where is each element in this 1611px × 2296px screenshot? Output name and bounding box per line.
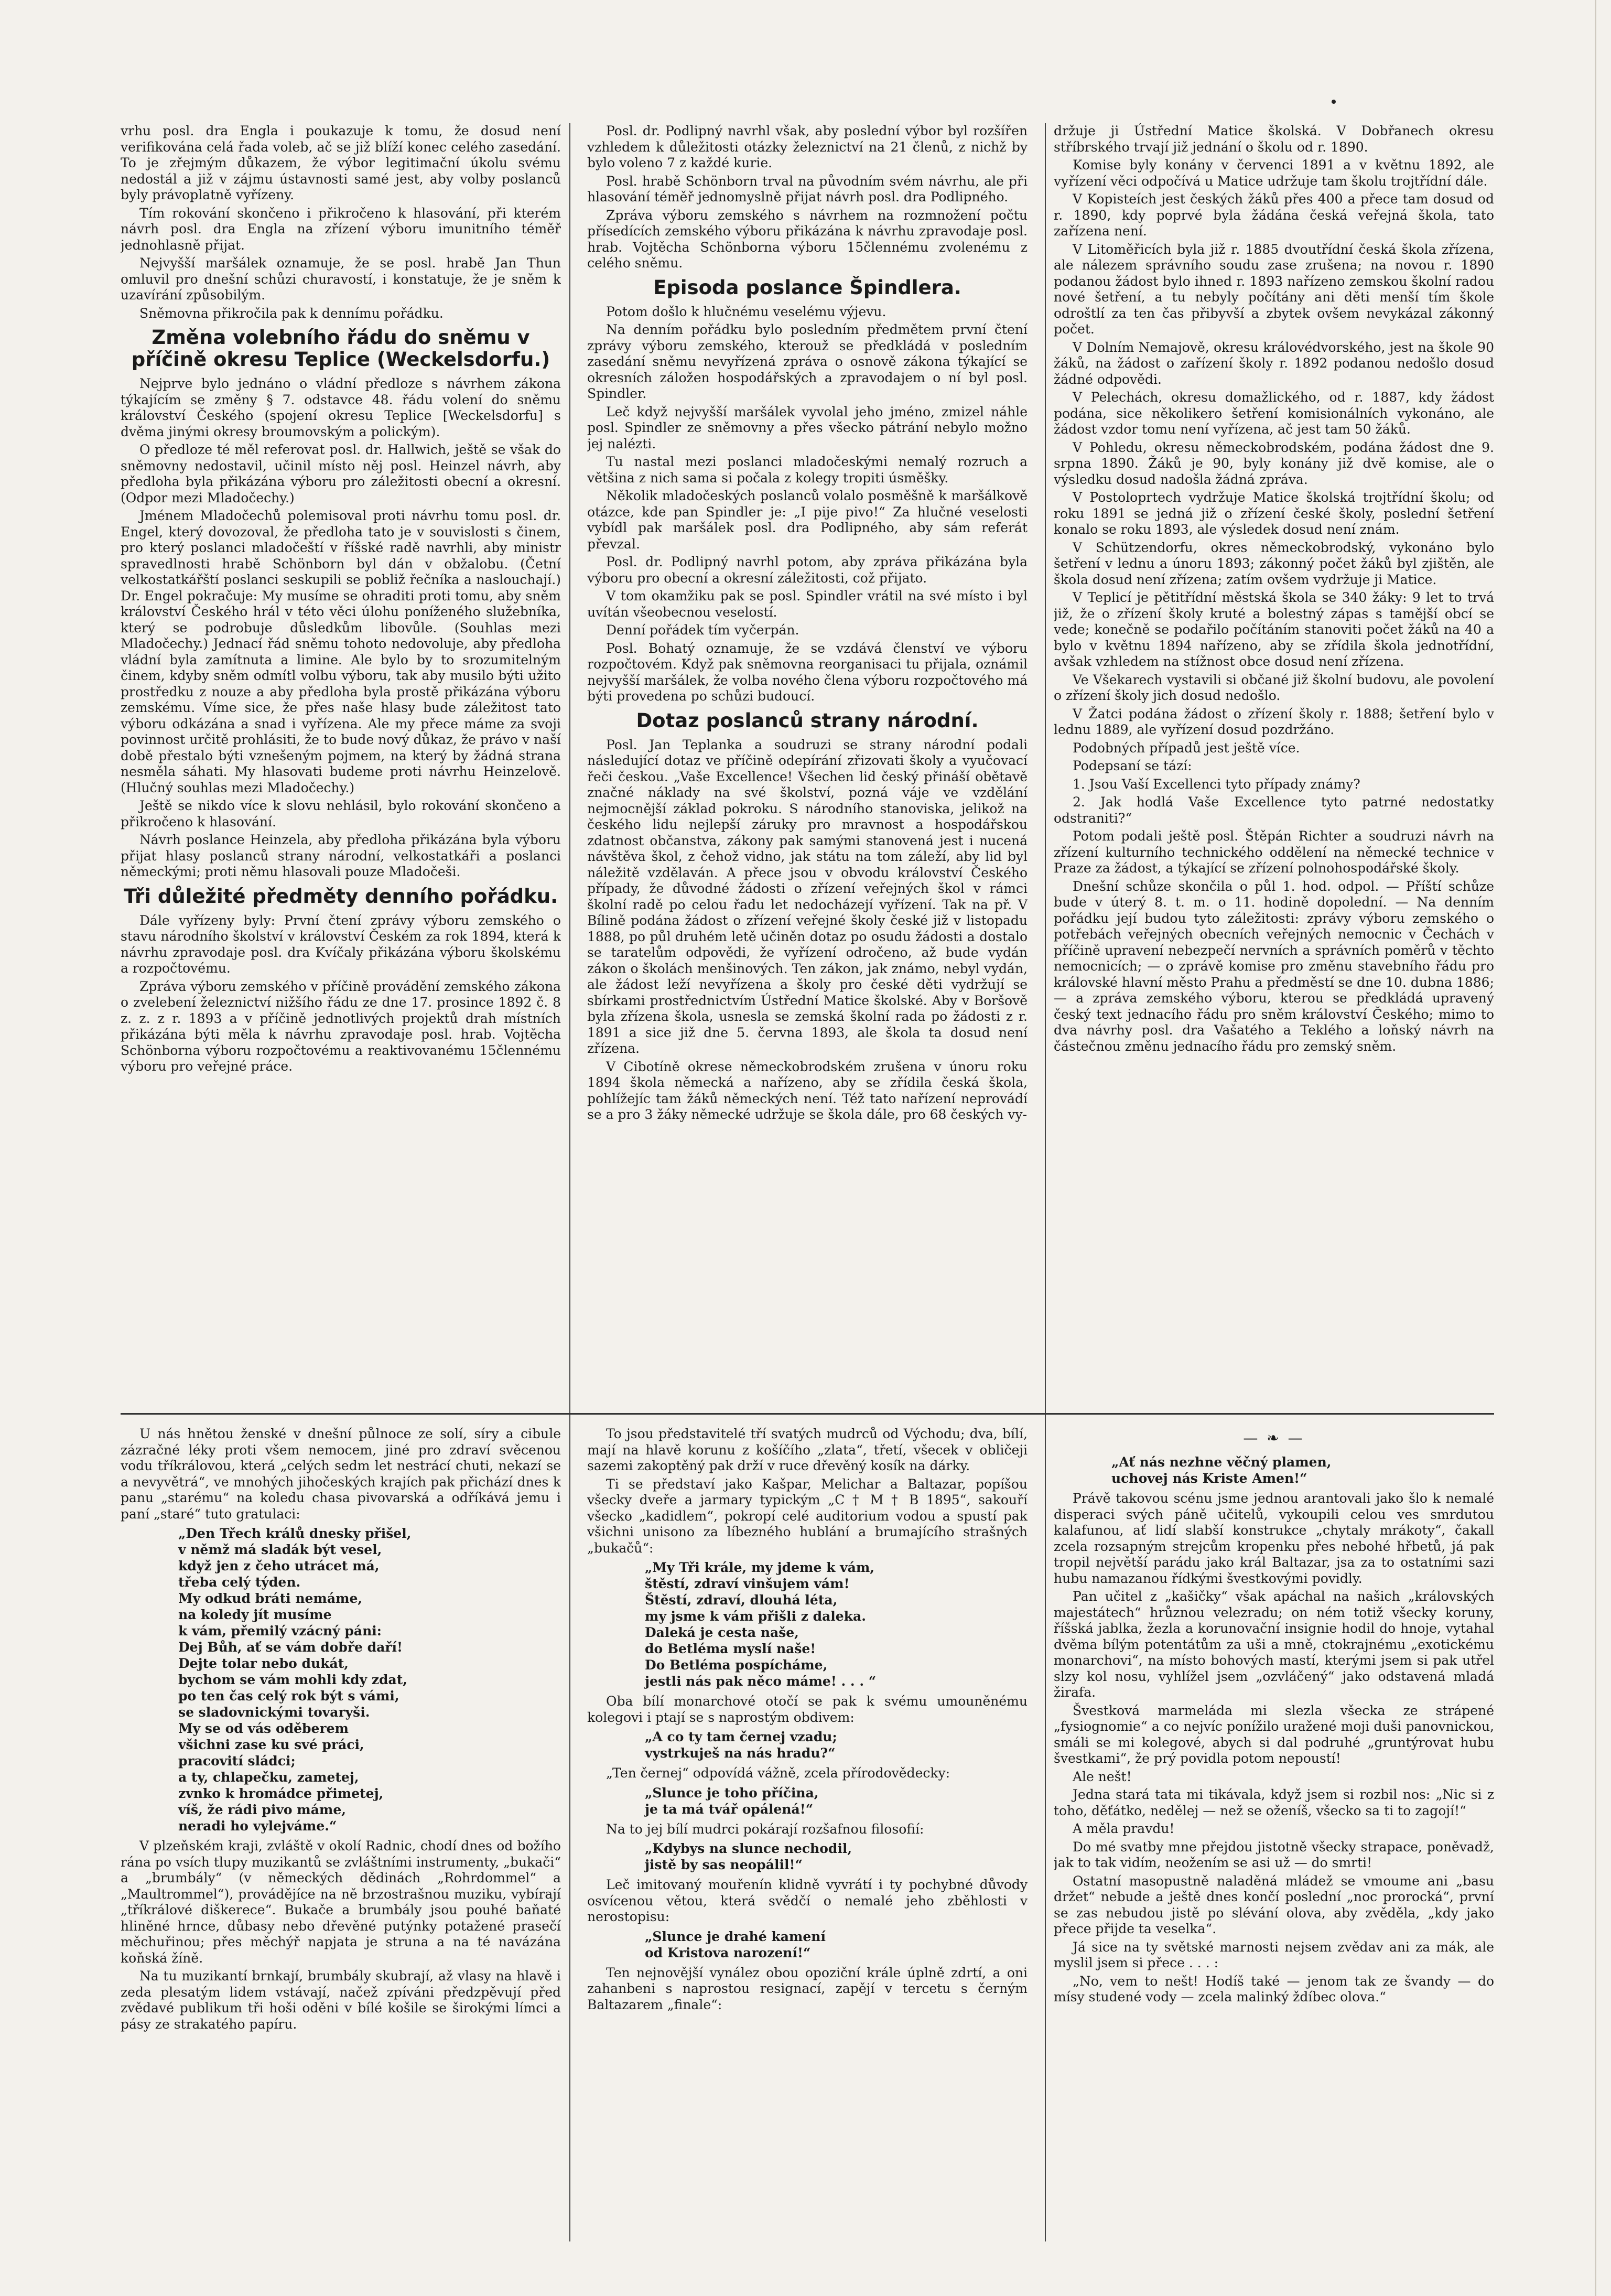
paragraph: Několik mladočeských poslanců volalo posměšně k maršálkově otázce, kde pan Spindler je: „I pije pivo!“ Za hlučné veselosti vybídl pak maršálek posl. dra Podlipného, aby sám referát převzal. bbox=[587, 488, 1028, 552]
paragraph: Posl. Bohatý oznamuje, že se vzdává členství ve výboru rozpočtovém. Když pak sněmovna reorganisaci tu přijala, oznámil nejvyšší maršálek, že volba nového člena výboru rozpočtového má býti provedena po schůzi budoucí. bbox=[587, 640, 1028, 704]
verse-line: od Kristova narození!“ bbox=[645, 1945, 811, 1960]
paragraph: Zpráva výboru zemského v příčině provádění zemského zákona o zvelebení železnictví nižšího řádu ze dne 17. prosince 1892 č. 8 z. z. z r. 1893 a v příčině jednotlivých projektů drah místních přikázána býti měla k návrhu zpravodaje posl. hrab. Vojtěcha Schönborna výboru rozpočtovému a reaktivovanému 15člennému výboru pro veřejné práce. bbox=[121, 978, 561, 1074]
verse-line: My odkud bráti nemáme, bbox=[178, 1591, 363, 1606]
verse-line: „Ať nás nezhne věčný plamen, bbox=[1111, 1454, 1332, 1470]
paragraph: Ještě se nikdo více k slovu nehlásil, bylo rokování skončeno a přikročeno k hlasování. bbox=[121, 798, 561, 829]
paragraph: Ostatní masopustně naladěná mládež se vmoume ani „basu držet“ nebude a ještě dnes končí poslední „noc prorocká“, první se zas nebudou jistě po slévání olova, aby zvěděla, „kdy jako přece přijde ta veselka“. bbox=[1054, 1873, 1494, 1936]
verse-line: k vám, přemilý vzácný páni: bbox=[178, 1623, 382, 1639]
verse-line: se sladovnickými tovaryši. bbox=[178, 1705, 370, 1720]
paragraph: Ve Všekarech vystavili si občané již školní budovu, ale povolení o zřízení školy jich dosud nedošlo. bbox=[1054, 672, 1494, 703]
section-heading: Změna volebního řádu do sněmu v příčině okresu Teplice (Weckelsdorfu.) bbox=[131, 326, 550, 371]
paragraph: Posl. dr. Podlipný navrhl potom, aby zpráva přikázána byla výboru pro obecní a okresní záležitosti, což přijato. bbox=[587, 554, 1028, 586]
column-1 bbox=[121, 123, 561, 1403]
paragraph: Podobných případů jest ještě více. bbox=[1073, 740, 1300, 756]
verse-line: neradi ho vylejváme.“ bbox=[178, 1818, 337, 1834]
paragraph: Ten nejnovější vynález obou opoziční krále úplně zdrtí, a oni zahanbeni s naprostou resignací, zapějí v tercetu s černým Baltazarem „finale“: bbox=[587, 1965, 1028, 2012]
feuilleton-rule bbox=[121, 1413, 1494, 1415]
verse-line: Dej Bůh, ať se vám dobře daří! bbox=[178, 1640, 403, 1655]
ink-dot bbox=[1332, 100, 1336, 104]
paragraph: Potom podali ještě posl. Štěpán Richter a soudruzi návrh na zřízení kulturního technického oddělení na německé technice v Praze za žádost, a týkající se zřízení polnohospodářské školy. bbox=[1054, 828, 1494, 876]
verse-line: všichni zase ku své práci, bbox=[178, 1737, 364, 1752]
paragraph: Posl. hrabě Schönborn trval na původním svém návrhu, ale při hlasování téměř jednomyslně přijat návrh posl. dra Podlipného. bbox=[587, 173, 1028, 204]
paragraph: A měla pravdu! bbox=[1073, 1821, 1175, 1836]
paragraph: Nejvyšší maršálek oznamuje, že se posl. hrabě Jan Thun omluvil pro dnešní schůzi churavostí, i konstatuje, že je sněm k uzavírání způsobilým. bbox=[121, 255, 561, 303]
paragraph: 2. Jak hodlá Vaše Excellence tyto patrné nedostatky odstraniti?“ bbox=[1054, 794, 1494, 826]
verse-line: Štěstí, zdraví, dlouhá léta, bbox=[645, 1592, 838, 1608]
verse-line: na koledy jít musíme bbox=[178, 1607, 332, 1622]
column-2 bbox=[587, 123, 1028, 1403]
paragraph: V Kopisteích jest českých žáků přes 400 a přece tam dosud od r. 1890, kdy poprvé byla žádána česká veřejná škola, tato zařízena není. bbox=[1054, 191, 1494, 239]
upper-columns bbox=[121, 123, 1494, 1403]
verse-line: vystrkuješ na nás hradu?“ bbox=[645, 1745, 836, 1761]
verse bbox=[587, 1840, 1028, 1873]
verse-line: „Slunce je toho příčina, bbox=[645, 1785, 819, 1801]
verse-line: je ta má tvář opálená!“ bbox=[645, 1801, 814, 1817]
paragraph: vrhu posl. dra Engla i poukazuje k tomu, že dosud není verifikována celá řada voleb, ač se již blíží konec celého zasedání. To je zřejmým důkazem, že výbor legitimační úkolu svému nedostál a již v zájmu ústavnosti samé jest, aby volby poslanců byly právoplatně vyřízeny. bbox=[121, 123, 561, 202]
paragraph: V Postoloprtech vydržuje Matice školská trojtřídní školu; od roku 1891 se jedná již o zřízení české školy, poslední šetření konalo se roku 1893, ale výsledek dosud není znám. bbox=[1054, 490, 1494, 537]
paragraph: Podepsaní se tází: bbox=[1073, 758, 1192, 773]
paragraph: Já sice na ty světské marnosti nejsem zvědav ani za mák, ale myslil jsem si přece . . . : bbox=[1054, 1939, 1494, 1970]
paragraph: V tom okamžiku pak se posl. Spindler vrátil na své místo i byl uvítán všeobecnou veselostí. bbox=[587, 588, 1028, 620]
paragraph: Tu nastal mezi poslanci mladočeskými nemalý rozruch a většina z nich sama si počala z kolegy tropiti úsměšky. bbox=[587, 454, 1028, 486]
verse-line: v němž má sladák být vesel, bbox=[178, 1542, 382, 1557]
paragraph: Dále vyřízeny byly: První čtení zprávy výboru zemského o stavu národního školství v království Českém za rok 1894, která k návrhu zpravodaje posl. dra Kvíčaly přikázána výboru školskému a rozpočtovému. bbox=[121, 912, 561, 976]
verse-line: my jsme k vám přišli z daleka. bbox=[645, 1609, 866, 1624]
paragraph: V Schützendorfu, okres německobrodský, vykonáno bylo šetření v lednu a únoru 1893; zákonný počet žáků byl zjištěn, ale škola dosud není zřízena; zatím ovšem vydržuje ji Matice. bbox=[1054, 540, 1494, 587]
verse bbox=[587, 1559, 1028, 1689]
verse-line: jistě by sas neopálil!“ bbox=[645, 1857, 803, 1872]
paragraph: V plzeňském kraji, zvláště v okolí Radnic, chodí dnes od božího rána po vsích tlupy muzikantů se zvláštními instrumenty, „bukači“ a „brumbály“ (v německých dědinách „Rohrdommel“ a „Maultrommel“), provádějíce na ně brzostrašnou muziku, vybírají „tříkrálové diškerece“. Bukače a brumbály jsou pouhé baňaté hliněné hrnce, důbasy nebo dřevěné putýnky potažené prasečí měchuřinou; přes měchýř napjata je struna a na té navázána koňská žíně. bbox=[121, 1838, 561, 1966]
verse-line: a ty, chlapečku, zametej, bbox=[178, 1770, 359, 1785]
paragraph: To jsou představitelé tří svatých mudrců od Východu; dva, bílí, mají na hlavě korunu z košíčího „zlata“, třetí, všecek v obličeji sazemi zakoptěný pak drží v ruce dřevěný kosík na dárky. bbox=[587, 1426, 1028, 1473]
paragraph: Do mé svatby mne přejdou jistotně všecky strapace, poněvadž, jak to tak vidím, neožením se asi už — do smrti! bbox=[1054, 1839, 1494, 1870]
verse-line: „Slunce je drahé kamení bbox=[645, 1928, 826, 1944]
newspaper-page bbox=[121, 123, 1494, 2252]
section-heading: Tři důležité předměty denního pořádku. bbox=[123, 885, 558, 908]
verse-line: Do Betléma pospícháme, bbox=[645, 1657, 828, 1673]
paragraph: Švestková marmeláda mi slezla všecka ze strápené „fysiognomie“ a co nejvíc ponížilo uražené moji duši panovnickou, smáli se mi kolegové, abych si dal podruhé „gruntýrovat hubu švestkami“, že prý povidla potom nepoustí! bbox=[1054, 1702, 1494, 1766]
verse-line: Dejte tolar nebo dukát, bbox=[178, 1656, 349, 1671]
paragraph: Návrh poslance Heinzela, aby předloha přikázána byla výboru přijat hlasy poslanců strany národní, velkostatkáři a poslanci německými; proti němu hlasovali pouze Mladočeši. bbox=[121, 832, 561, 879]
verse-line: bychom se vám mohli kdy zdat, bbox=[178, 1672, 407, 1687]
section-heading: Episoda poslance Špindlera. bbox=[653, 276, 961, 299]
verse-line: zvnko k hromádce přimetej, bbox=[178, 1786, 384, 1801]
feuilleton-column-1 bbox=[121, 1426, 561, 2249]
paragraph: „No, vem to nešt! Hodíš také — jenom tak ze švandy — do mísy studené vody — zcela malinký ždíbec olova.“ bbox=[1054, 1973, 1494, 2004]
paragraph: Na to jej bílí mudrci pokárají rozšafnou filosofií: bbox=[606, 1821, 924, 1837]
verse-line: My se od vás oděberem bbox=[178, 1721, 349, 1736]
paragraph: 1. Jsou Vaší Excellenci tyto případy známy? bbox=[1073, 776, 1360, 792]
verse bbox=[587, 1785, 1028, 1817]
verse-line: „My Tři krále, my jdeme k vám, bbox=[645, 1560, 875, 1575]
paragraph: V Pelechách, okresu domažlického, od r. 1887, kdy žádost podána, sice několikero šetření komisionálních vykonáno, ale žádost vzdor tomu není vyřízena, ač jest tam 50 žáků. bbox=[1054, 390, 1494, 437]
verse bbox=[587, 1928, 1028, 1961]
paragraph: Jedna stará tata mi tikávala, když jsem si rozbil nos: „Nic si z toho, děťátko, nedělej — než se oženíš, všecko sa ti to zagojí!“ bbox=[1054, 1787, 1494, 1818]
section-heading: Dotaz poslanců strany národní. bbox=[636, 709, 979, 732]
paragraph: V Pohledu, okresu německobrodském, podána žádost dne 9. srpna 1890. Žáků je 90, byly konány již dvě komise, ale o výsledku dosud nadošla žádná zpráva. bbox=[1054, 439, 1494, 487]
paragraph: držuje ji Ústřední Matice školská. V Dobřanech okresu stříbrského trvají již jednání o školu od r. 1890. bbox=[1054, 123, 1494, 155]
ornament-divider: — ❧ — bbox=[1243, 1429, 1305, 1447]
feuilleton-column-3 bbox=[1054, 1426, 1494, 2249]
paragraph: Jménem Mladočechů polemisoval proti návrhu tomu posl. dr. Engel, který dovozoval, že předloha tato je v souvislosti s činem, pro který poslanci mladočeští v říšské radě navrhli, aby ministr spravedlnosti hrabě Schönborn byl dán v obžalobu. (Četní velkostatkářští poslanci seskupili se pobliž řečníka a naslouchají.) Dr. Engel pokračuje: My musíme se ohraditi proti tomu, aby sněm království Českého hrál v této věci úlohu poníženého služebníka, který se podrobuje důsledkům libovůle. (Souhlas mezi Mladočechy.) Jednací řád sněmu tohoto nedovoluje, aby předloha vládní byla zamítnuta a limine. Ale bylo by to srozumitelným činem, kdyby sněm odmítl volbu výboru, tak aby musilo býti užito prostředku z nouze a aby předloha byla prostě přikázána výboru zemskému. Víme sice, že přes naše hlasy bude záležitost tato výboru odkázána a snad i vyřízena. Ale my přece máme za svoji povinnost určitě prohlásiti, že to bude nový důkaz, že právo v naší době přestalo býti vznešeným pojmem, na který by žádná strana nesměla sáhati. My hlasovati budeme proti návrhu Heinzelově. (Hlučný souhlas mezi Mladočechy.) bbox=[121, 508, 561, 795]
verse-line: „Kdybys na slunce nechodil, bbox=[645, 1841, 852, 1856]
paragraph: V Litoměřicích byla již r. 1885 dvoutřídní česká škola zřízena, ale nálezem správního soudu zase zrušena; na novou r. 1890 podanou žádost bylo ihned r. 1893 nařízeno zemskou školní radou nové šetření, a tu nebyly počítány ani děti menší tím škole odroštlí za ten čas přibyvší a zbytek ovšem nevykázal zákonný počet. bbox=[1054, 241, 1494, 337]
verse bbox=[1054, 1454, 1494, 1486]
paragraph: „Ten černej“ odpovídá vážně, zcela přírodovědecky: bbox=[606, 1765, 950, 1781]
paragraph: Oba bílí monarchové otočí se pak k svému umouněnému kolegovi i ptají se s naprostým obdivem: bbox=[587, 1694, 1028, 1725]
paragraph: V Dolním Nemajově, okresu královédvorského, jest na škole 90 žáků, na žádost o zařízení školy r. 1892 podanou nedošlo dosud žádné odpovědi. bbox=[1054, 339, 1494, 387]
paragraph: Ti se představí jako Kašpar, Melichar a Baltazar, popíšou všecky dveře a jarmary typickým „C † M † B 1895“, sakouří všecko „kadidlem“, pokropí celé auditorium vodou a spustí pak všichni unisono za líbezného hublání a brumajícího strašných „bukačů“: bbox=[587, 1476, 1028, 1556]
paragraph: Sněmovna přikročila pak k dennímu pořádku. bbox=[139, 305, 444, 321]
paragraph: Potom došlo k hlučnému veselému výjevu. bbox=[606, 304, 886, 319]
paragraph: Nejprve bylo jednáno o vládní předloze s návrhem zákona týkajícím se změny § 7. odstavce 48. řádu volení do sněmu království Českého (spojení okresu Teplice [Weckelsdorfu] s dvěma jinými okresy broumovským a polickým). bbox=[121, 376, 561, 439]
paragraph: Zpráva výboru zemského s návrhem na rozmnožení počtu přísedících zemského výboru přikázána k návrhu zpravodaje posl. hrab. Vojtěcha Schönborna výboru 15člennému zvolenému z celého sněmu. bbox=[587, 207, 1028, 271]
column-3 bbox=[1054, 123, 1494, 1403]
verse-line: do Betléma myslí naše! bbox=[645, 1641, 816, 1656]
verse-line: víš, že rádi pivo máme, bbox=[178, 1802, 346, 1817]
verse-line: „Den Třech králů dnesky přišel, bbox=[178, 1526, 412, 1541]
verse-line: jestli nás pak něco máme! . . . “ bbox=[645, 1674, 877, 1689]
paragraph: V Cibotíně okrese německobrodském zrušena v únoru roku 1894 škola německá a nařízeno, aby se zřídila česká škola, pohlížejíc tam žáků německých není. Též tato nařízení neprovádí se a pro 3 žáky německé udržuje se škola dále, pro 68 českých vy- bbox=[587, 1059, 1028, 1122]
paragraph: V Teplicí je pětitřídní městská škola se 340 žáky: 9 let to trvá již, že o zřízení školy kruté a bolestný zápas s tamější obcí se vede; konečně se podařilo počítáním stanoviti počet žáků na 40 a bylo v květnu 1894 nařízeno, aby se zřídila škola jednotřídní, avšak vzhledem na stížnost obce dosud není zřízena. bbox=[1054, 590, 1494, 669]
verse-line: uchovej nás Kriste Amen!“ bbox=[1111, 1471, 1307, 1486]
paragraph: Tím rokování skončeno i přikročeno k hlasování, při kterém návrh posl. dra Engla na zřízení výboru imunitního téměř jednohlasně přijat. bbox=[121, 205, 561, 253]
verse-line: třeba celý týden. bbox=[178, 1575, 301, 1590]
paragraph: Pan učitel z „kašičky“ však apáchal na našich „královských majestátech“ hrůznou velezradu; on ném totiž všecky koruny, říšská jablka, žezla a korunovační insignie hodil do hnoje, vytahal dvěma bílým potentátům za uši a mně, ctokrajnému „exotickému monarchovi“, na místo bohových mastí, kterými jsem si pak utřel slzy kol nosu, vyhlížel jsem „ozvláčený“ jako odstavená mladá žirafa. bbox=[1054, 1589, 1494, 1700]
verse-line: když jen z čeho utrácet má, bbox=[178, 1558, 380, 1573]
paragraph: Komise byly konány v červenci 1891 a v květnu 1892, ale vyřízení věci odpočívá u Matice udržuje tam školu trojtřídní dále. bbox=[1054, 157, 1494, 189]
paragraph: O předloze té měl referovat posl. dr. Hallwich, ještě se však do sněmovny nedostavil, učinil místo něj posl. Heinzel návrh, aby předloha byla přikázána výboru pro záležitosti obecní a okresní. (Odpor mezi Mladočechy.) bbox=[121, 442, 561, 505]
paragraph: V Žatci podána žádost o zřízení školy r. 1888; šetření bylo v lednu 1889, ale vyřízení dosud pozdržáno. bbox=[1054, 706, 1494, 737]
verse-line: štěstí, zdraví vinšujem vám! bbox=[645, 1576, 850, 1591]
feuilleton-columns bbox=[121, 1426, 1494, 2249]
paragraph: Leč imitovaný mouřenín klidně vyvrátí i ty pochybné důvody osvícenou větou, která svědčí o nemalé jeho zběhlosti v nerostopisu: bbox=[587, 1877, 1028, 1924]
paragraph: U nás hnětou ženské v dnešní půlnoce ze solí, síry a cibule zázračné léky proti všem nemocem, jiné pro zdraví svěcenou vodu tříkrálovou, která „celých sedm let nestrácí chuti, nekazí se a nevyvětrá“, ve mnohých jihočeských krajích pak přichází dnes k panu „starému“ na koledu chasa pivovarská a odříkává jemu i paní „staré“ tuto gratulaci: bbox=[121, 1426, 561, 1522]
verse bbox=[121, 1525, 561, 1834]
paragraph: Leč když nejvyšší maršálek vyvolal jeho jméno, zmizel náhle posl. Spindler ze sněmovny a přes všecko pátrání nebylo možno jej nalézti. bbox=[587, 404, 1028, 451]
paragraph: Posl. Jan Teplanka a soudruzi se strany národní podali následující dotaz ve příčině odepírání zřizovati školy a vyučovací řeči českou. „Vaše Excellence! Všechen lid český přináší obětavě značné náklady na své školství, pozná váje ve vzdělání nejmocnější základ pokroku. S národního stanoviska, jelikož na českého lidu nejlepší záruky pro mravnost a hospodářskou zdatnost občanstva, zákony pak samými stanovená jest i nucená návštěva škol, z čehož vidno, jak státu na tom záleží, aby lid byl náležitě vzdělaván. A přece jsou v obvodu království Českého případy, že důvodné žádosti o zřízení veřejných škol v rámci školní radě po celou řadu let nedocházejí vyřízení. Tak na př. V Bílině podána žádost o zřízení veřejné školy české již v listopadu 1888, po půl druhém letě učiněn dotaz po osudu žádosti a dostalo se taratelům odpovědi, že vyřízení odročeno, až bude vydán zákon o školách menšinových. Ten zákon, jak známo, nebyl vydán, ale žádost leží nevyřízena a školy pro české děti vydržují se sbírkami prostřednictvím Ústřední Matice školské. Aby v Boršově byla zřízena škola, usnesla se zemská školní rada po žádosti z r. 1891 a sice již dne 5. června 1893, ale škola ta dosud není zřízena. bbox=[587, 737, 1028, 1056]
paragraph: Na tu muzikantí brnkají, brumbály skubrají, až vlasy na hlavě i zeda plesatým lidem vstávají, načež zpíváni předzpěvují před zvědavé publikum tři hoši oděni v bílé košile se širokými límci a pásy ze strakatého papíru. bbox=[121, 1968, 561, 2032]
page-edge-shadow bbox=[1595, 0, 1596, 2296]
verse bbox=[587, 1729, 1028, 1761]
verse-line: „A co ty tam černej vzadu; bbox=[645, 1729, 837, 1744]
verse-line: Daleká je cesta naše, bbox=[645, 1625, 799, 1640]
paragraph: Právě takovou scénu jsme jednou arantovali jako šlo k nemalé disperaci svých páně učitelů, vykoupili celou ves smrdutou kalafunou, ať lidí slabší konstrukce „chytaly mrákoty“, čakall zcela rozsapným strejcům kropenku přes nebohé hřbetů, já pak tropil největší parádu jako král Baltazar, jsa za to ostatními sazi hubu namazanou řídkými švestkovými povidly. bbox=[1054, 1491, 1494, 1586]
feuilleton-column-2 bbox=[587, 1426, 1028, 2249]
verse-line: po ten čas celý rok být s vámi, bbox=[178, 1688, 399, 1704]
paragraph: Ale nešt! bbox=[1073, 1769, 1132, 1784]
paragraph: Denní pořádek tím vyčerpán. bbox=[606, 622, 799, 638]
paragraph: Na denním pořádku bylo posledním předmětem první čtení zprávy výboru zemského, kterouž se předkládá v posledním zasedání sněmu nevyřízená zpráva o osnově zákona týkající se okresních záložen hospodářských a zpravodajem o ní byl posl. Spindler. bbox=[587, 322, 1028, 401]
verse-line: pracovití sládci; bbox=[178, 1753, 296, 1769]
paragraph: Dnešní schůze skončila o půl 1. hod. odpol. — Příští schůze bude v úterý 8. t. m. o 11. hodině dopolední. — Na denním pořádku její budou tyto záležitosti: zprávy výboru zemského o potřebách veřejných obecních veřejných nemocnic v Čechách v příčině upravení nebezpečí nervních a správních poměrů v těchto nemocnicích; — o zprávě komise pro změnu stavebního řádu pro královské hlavní město Prahu a předměstí se dne 10. dubna 1886; — a zpráva zemského výboru, kterou se předkládá upravený český text jednacího řádu pro sněm království Českého; mimo to dva návrhy posl. dra Vašatého a Teklého a loňský návrh na částečnou změnu jednacího řádu pro zemský sněm. bbox=[1054, 878, 1494, 1054]
paragraph: Posl. dr. Podlipný navrhl však, aby poslední výbor byl rozšířen vzhledem k důležitosti otázky železnictví na 21 členů, z nichž by bylo voleno 7 z každé kurie. bbox=[587, 123, 1028, 170]
